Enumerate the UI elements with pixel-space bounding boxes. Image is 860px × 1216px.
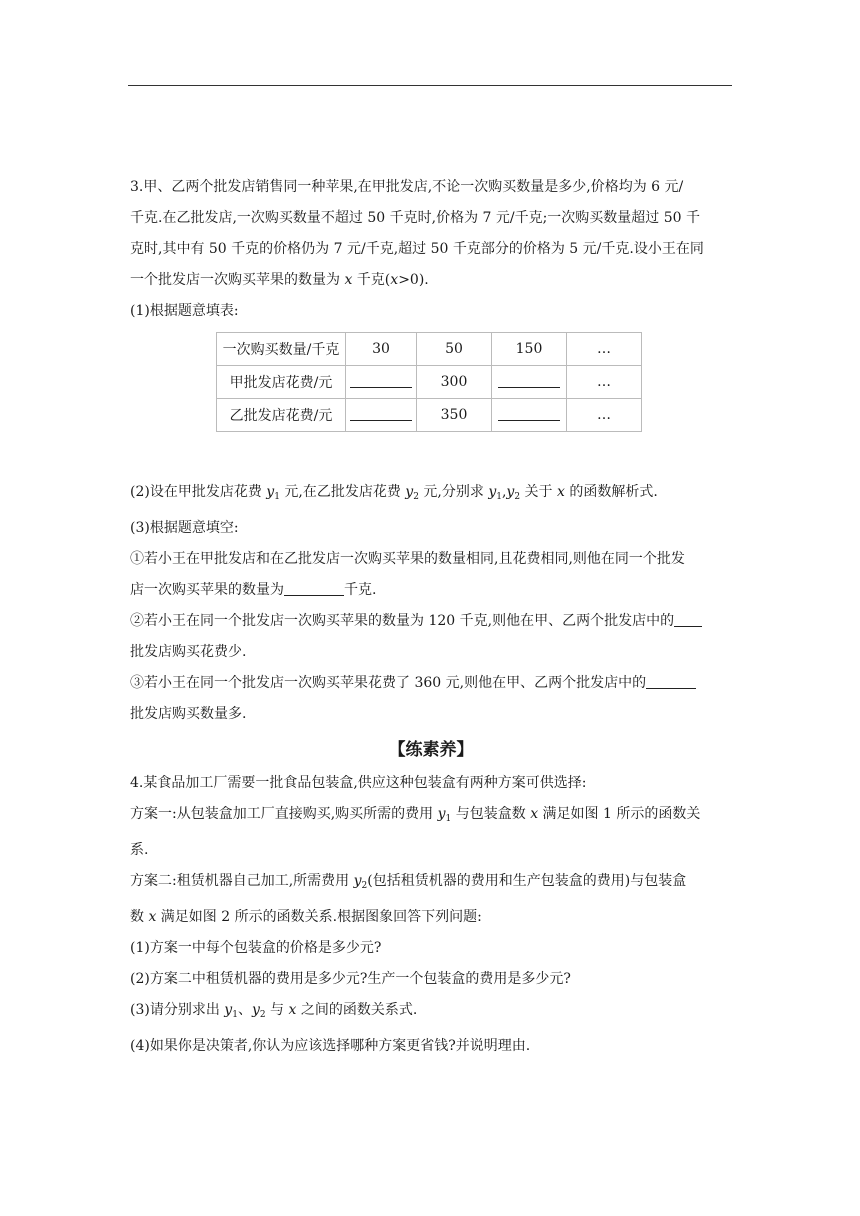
price-table	[216, 332, 642, 432]
answer-blank[interactable]	[350, 406, 412, 421]
section-title: 【练素养】	[388, 740, 474, 760]
q3-stem-line-3: 克时,其中有 50 千克的价格仍为 7 元/千克,超过 50 千克部分的价格为 5 元/千克.设小王在同	[130, 241, 704, 257]
q4-plan2-line-1: 方案二:租赁机器自己加工,所需费用 $y_2$(包括租赁机器的费用和生产包装盒的费用)与包装盒	[130, 873, 687, 891]
q3-stem-line-4: 一个批发店一次购买苹果的数量为 x 千克(x>0).	[130, 272, 429, 288]
q4-stem: 4.某食品加工厂需要一批食品包装盒,供应这种包装盒有两种方案可供选择:	[130, 775, 587, 791]
q4-sub-3: (3)请分别求出 $y_1$、$y_2$ 与 x 之间的函数关系式.	[130, 1002, 418, 1020]
table-row-label: 甲批发店花费/元	[217, 366, 346, 399]
answer-blank[interactable]	[284, 580, 344, 596]
document-body	[130, 172, 732, 1062]
table-answer-cell	[492, 399, 567, 432]
q3-part3: (3)根据题意填空:	[130, 520, 239, 536]
q3-part1: (1)根据题意填表:	[130, 303, 239, 319]
var-x: x	[390, 272, 399, 288]
q4-sub-4: (4)如果你是决策者,你认为应该选择哪种方案更省钱?并说明理由.	[130, 1038, 531, 1054]
q3-fill-3-line-2: 批发店购买数量多.	[130, 706, 247, 722]
answer-blank[interactable]	[646, 673, 696, 689]
q3-fill-2-line-1: ②若小王在同一个批发店一次购买苹果的数量为 120 千克,则他在甲、乙两个批发店中的	[130, 606, 732, 637]
table-cell: 350	[417, 399, 492, 432]
table-answer-cell	[346, 366, 417, 399]
answer-blank[interactable]	[498, 406, 560, 421]
q4-sub-2: (2)方案二中租赁机器的费用是多少元?生产一个包装盒的费用是多少元?	[130, 971, 571, 987]
answer-blank[interactable]	[350, 373, 412, 388]
table-header-cell: 150	[492, 333, 567, 366]
table-row-jia	[217, 366, 642, 399]
q3-fill-1-line-2: 店一次购买苹果的数量为 千克.	[130, 582, 377, 598]
table-row-label: 乙批发店花费/元	[217, 399, 346, 432]
q3-part2: (2)设在甲批发店花费 $y_1$ 元,在乙批发店花费 $y_2$ 元,分别求 $y_1,y_2$ 关于 x 的函数解析式.	[130, 484, 658, 502]
q4-sub-1: (1)方案一中每个包装盒的价格是多少元?	[130, 940, 382, 956]
table-cell: 300	[417, 366, 492, 399]
q3-fill-1-line-1: ①若小王在甲批发店和在乙批发店一次购买苹果的数量相同,且花费相同,则他在同一个批发	[130, 551, 685, 567]
table-header-cell: 50	[417, 333, 492, 366]
table-header-row	[217, 333, 642, 366]
q4-plan1-line-2: 系.	[130, 842, 149, 858]
q4-plan1-line-1: 方案一:从包装盒加工厂直接购买,购买所需的费用 $y_1$ 与包装盒数 x 满足如图 1 所示的函数关	[130, 806, 701, 824]
table-answer-cell	[346, 399, 417, 432]
answer-blank[interactable]	[674, 611, 702, 627]
q4-plan2-line-2: 数 x 满足如图 2 所示的函数关系.根据图象回答下列问题:	[130, 909, 482, 925]
table-row-yi	[217, 399, 642, 432]
table-cell: …	[567, 399, 642, 432]
q3-fill-2-line-2: 批发店购买花费少.	[130, 644, 247, 660]
table-header-cell: …	[567, 333, 642, 366]
answer-blank[interactable]	[498, 373, 560, 388]
var-x: x	[344, 272, 353, 288]
table-header-cell: 一次购买数量/千克	[217, 333, 346, 366]
q3-stem-line-1: 3.甲、乙两个批发店销售同一种苹果,在甲批发店,不论一次购买数量是多少,价格均为 6 元/	[130, 179, 684, 195]
q3-fill-3-line-1: ③若小王在同一个批发店一次购买苹果花费了 360 元,则他在甲、乙两个批发店中的	[130, 668, 732, 699]
table-answer-cell	[492, 366, 567, 399]
table-header-cell: 30	[346, 333, 417, 366]
q3-stem-line-2: 千克.在乙批发店,一次购买数量不超过 50 千克时,价格为 7 元/千克;一次购买数量超过 50 千	[130, 210, 701, 226]
header-rule	[128, 85, 732, 86]
table-cell: …	[567, 366, 642, 399]
